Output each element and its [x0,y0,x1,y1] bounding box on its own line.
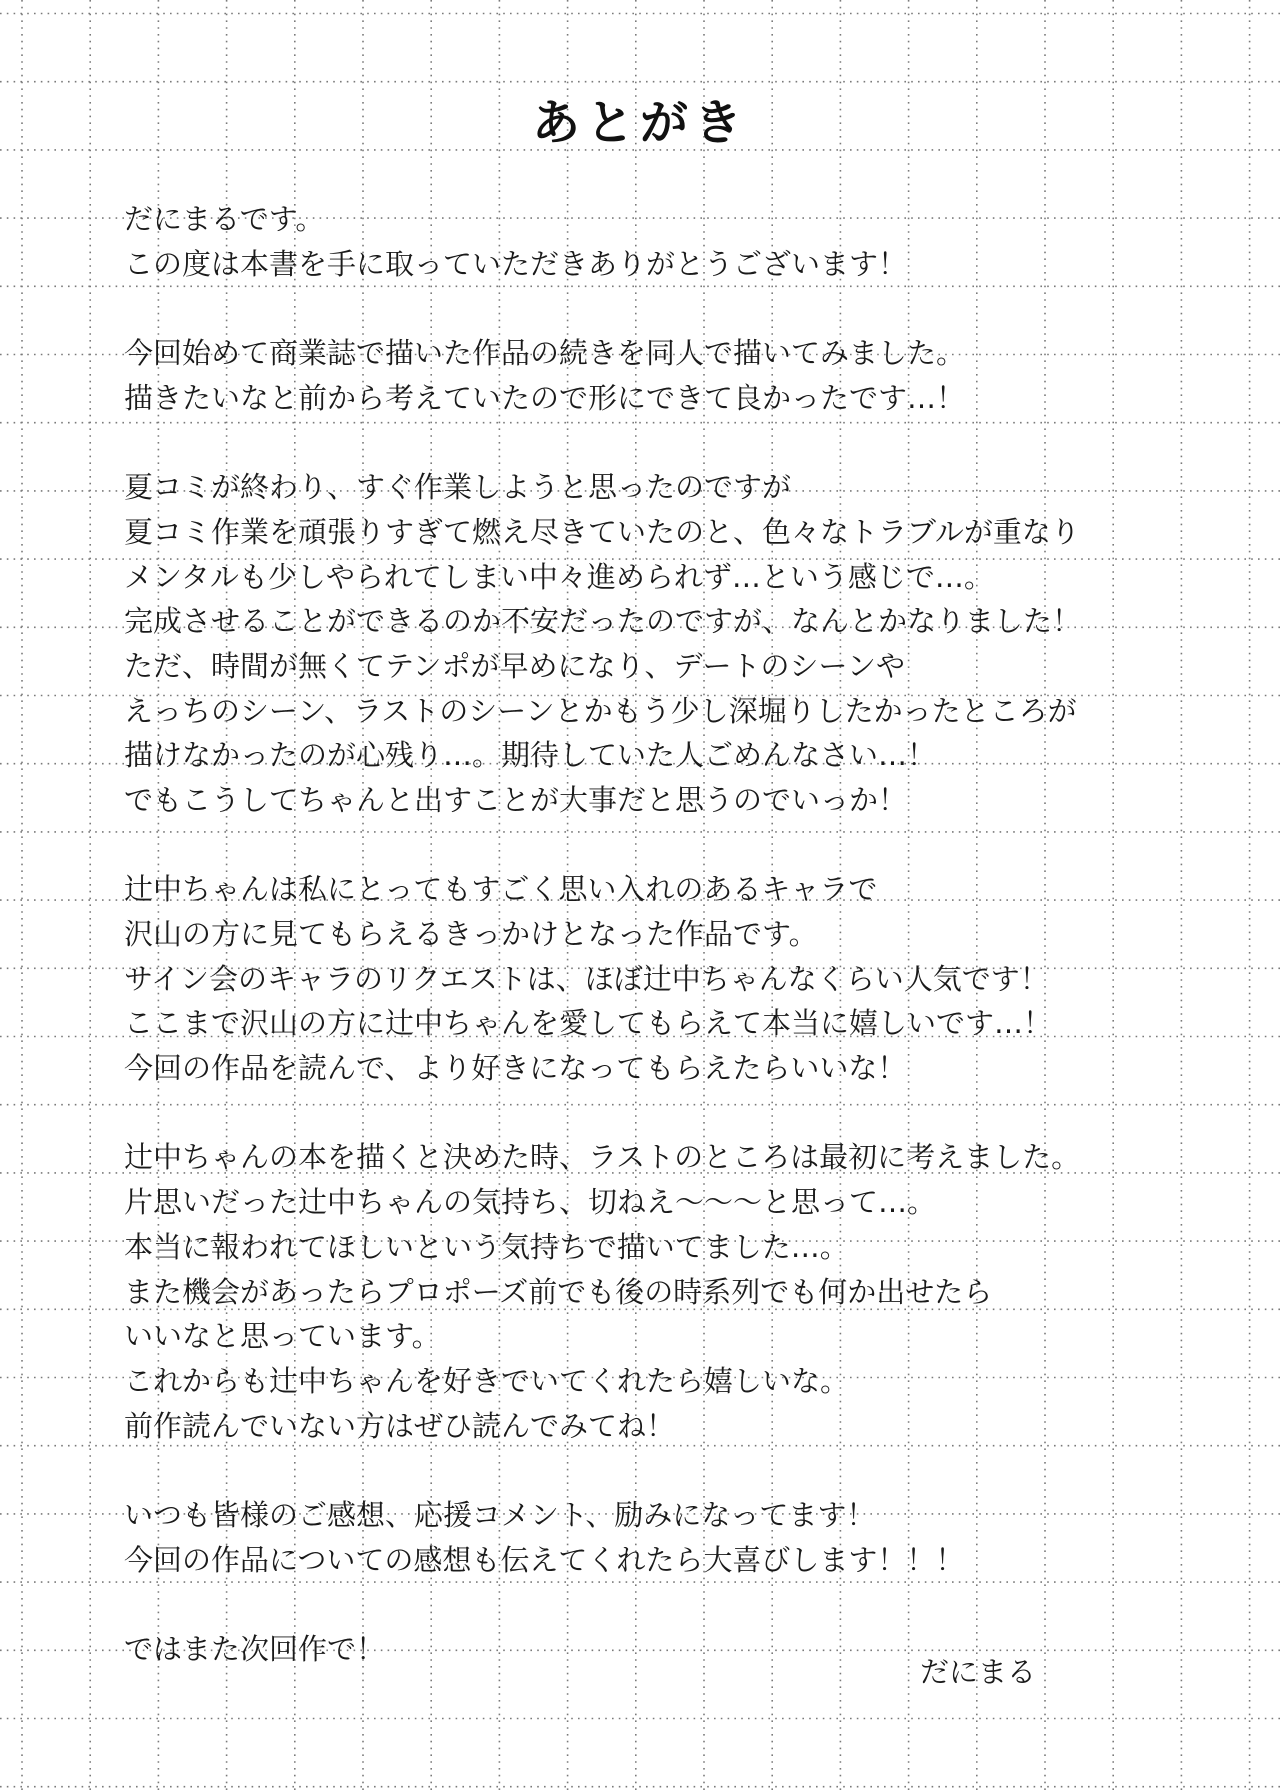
body-line: 今回始めて商業誌で描いた作品の続きを同人で描いてみました。 [124,336,966,371]
body-line: 夏コミ作業を頑張りすぎて燃え尽きていたのと、色々なトラブルが重なり [124,514,1080,549]
body-line: これからも辻中ちゃんを好きでいてくれたら嬉しいな。 [124,1363,850,1398]
body-line: 今回の作品についての感想も伝えてくれたら大喜びします！！！ [124,1542,965,1577]
page-title: あとがき [531,95,748,151]
body-line: ではまた次回作で！ [124,1632,386,1666]
body-line: ここまで沢山の方に辻中ちゃんを愛してもらえて本当に嬉しいです…！ [124,1006,1053,1041]
body-line: 描けなかったのが心残り…。期待していた人ごめんなさい…！ [124,738,937,773]
blank-line [124,1582,1124,1627]
body-line: また機会があったらプロポーズ前でも後の時系列でも何か出せたら [124,1274,993,1309]
body-line: 今回の作品を読んで、より好きになってもらえたらいいな！ [124,1051,907,1086]
body-line: いつも皆様のご感想、応援コメント、励みになってます！ [124,1497,876,1532]
blank-line [124,420,1124,465]
body-line: 片思いだった辻中ちゃんの気持ち、切ねえ～～～と思って…。 [124,1185,937,1220]
body-line: えっちのシーン、ラストのシーンとかもう少し深堀りしたかったところが [124,693,1077,728]
author-signature: だにまる [920,1655,1037,1689]
body-line: だにまるです。 [124,202,325,236]
body-line: 辻中ちゃんは私にとってもすごく思い入れのあるキャラで [124,872,878,907]
body-line: 夏コミが終わり、すぐ作業しようと思ったのですが [124,470,792,505]
body-line: この度は本書を手に取っていただきありがとうございます！ [124,246,908,281]
blank-line [124,823,1124,868]
body-line: 描きたいなと前から考えていたので形にできて良かったです…！ [124,380,966,415]
body-line: 沢山の方に見てもらえるきっかけとなった作品です。 [124,917,818,951]
body-line: いいなと思っています。 [124,1319,441,1354]
body-line: でもこうしてちゃんと出すことが大事だと思うのでいっか！ [124,782,908,817]
body-line: 辻中ちゃんの本を描くと決めた時、ラストのところは最初に考えました。 [124,1140,1081,1175]
blank-line [124,1091,1124,1136]
body-line: ただ、時間が無くてテンポが早めになり、デートのシーンや [124,648,905,683]
body-line: メンタルも少しやられてしまい中々進められず…という感じで…。 [124,559,993,594]
blank-line [124,1448,1124,1493]
body-line: 完成させることができるのか不安だったのですが、なんとかなりました！ [124,604,1082,639]
body-line: 本当に報われてほしいという気持ちで描いてました…。 [124,1229,849,1264]
body-line: サイン会のキャラのリクエストは、ほぼ辻中ちゃんなくらい人気です！ [124,961,1049,996]
afterword-body [124,197,1124,1672]
blank-line [124,286,1124,331]
body-line: 前作読んでいない方はぜひ読んでみてね！ [124,1408,676,1443]
